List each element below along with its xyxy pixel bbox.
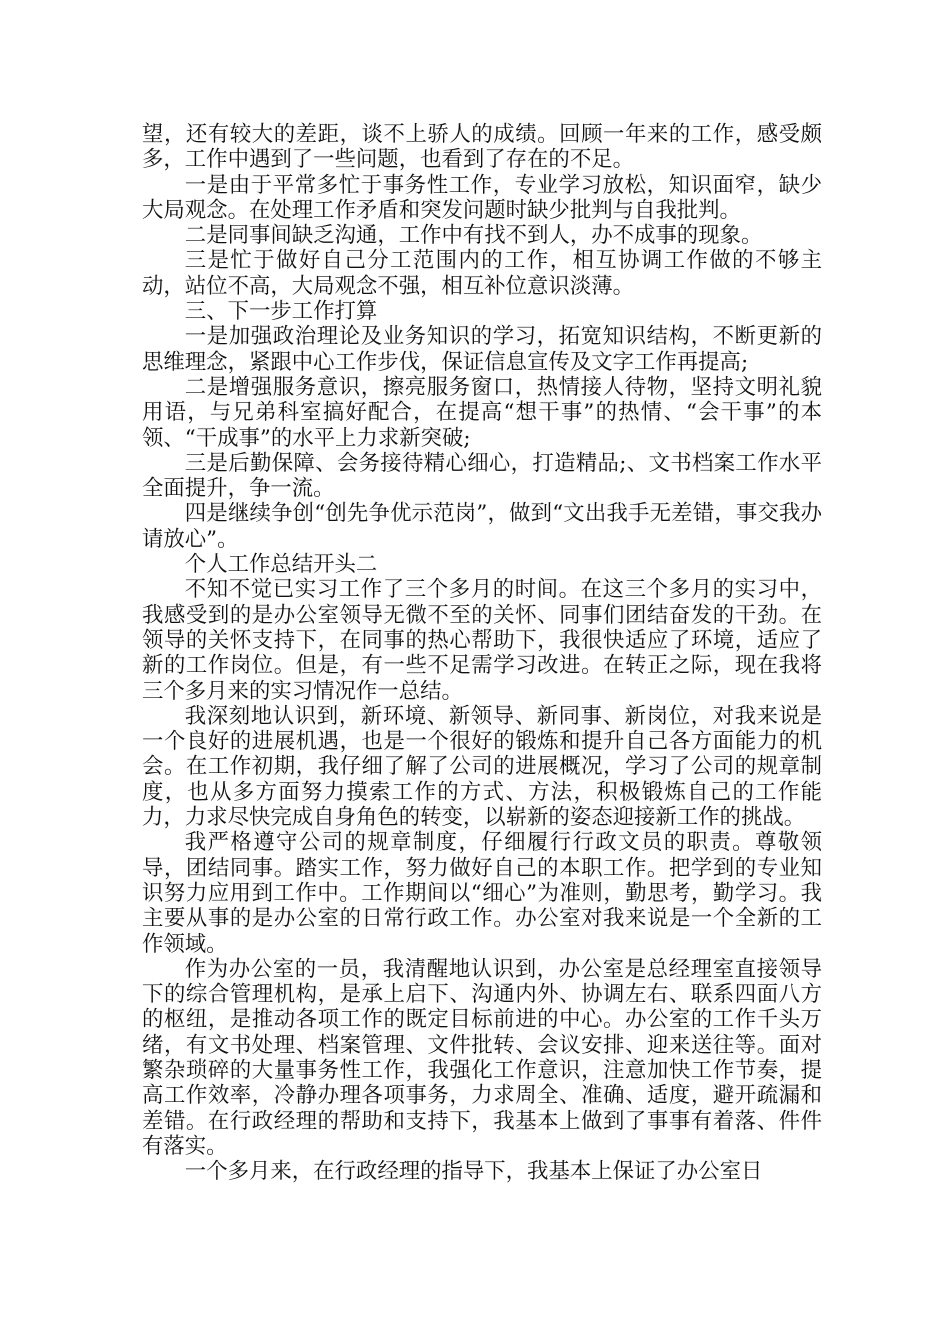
paragraph-15: 一个多月来，在行政经理的指导下，我基本上保证了办公室日 [184, 1159, 763, 1185]
section-heading-next-plan: 三、下一步工作打算 [184, 299, 378, 325]
paragraph-9: 四是继续争创“创先争优示范岗”，做到“文出我手无差错，事交我办请放心”。 [142, 501, 822, 552]
paragraph-12: 我深刻地认识到，新环境、新领导、新同事、新岗位，对我来说是一个良好的进展机遇，也是一个很好的锻炼和提升自己各方面能力的机会。在工作初期，我仔细了解了公司的进展概况，学习了公司的规章制度，也从多方面努力摸索工作的方式、方法，积极锻炼自己的工作能力，力求尽快完成自身角色的转变，以崭新的姿态迎接新工作的挑战。 [142, 703, 822, 831]
paragraph-3: 二是同事间缺乏沟通，工作中有找不到人，办不成事的现象。 [184, 223, 763, 249]
paragraph-2: 一是由于平常多忙于事务性工作，专业学习放松，知识面窄，缺少大局观念。在处理工作矛盾和突发问题时缺少批判与自我批判。 [142, 172, 822, 223]
paragraph-1: 望，还有较大的差距，谈不上骄人的成绩。回顾一年来的工作，感受颇多，工作中遇到了一些问题，也看到了存在的不足。 [142, 122, 822, 173]
paragraph-6: 一是加强政治理论及业务知识的学习，拓宽知识结构，不断更新的思维理念，紧跟中心工作步伐，保证信息宣传及文字工作再提高; [142, 324, 822, 375]
paragraph-8: 三是后勤保障、会务接待精心细心，打造精品;、文书档案工作水平全面提升，争一流。 [142, 450, 822, 502]
paragraph-7: 二是增强服务意识，擦亮服务窗口，热情接人待物，坚持文明礼貌用语，与兄弟科室搞好配合，在提高“想干事”的热情、“会干事”的本领、“干成事”的水平上力求新突破; [142, 374, 822, 451]
paragraph-4: 三是忙于做好自己分工范围内的工作，相互协调工作做的不够主动，站位不高，大局观念不强，相互补位意识淡薄。 [142, 248, 822, 299]
document-page [142, 122, 822, 1184]
paragraph-14: 作为办公室的一员，我清醒地认识到，办公室是总经理室直接领导下的综合管理机构，是承上启下、沟通内外、协调左右、联系四面八方的枢纽，是推动各项工作的既定目标前进的中心。办公室的工作千头万绪，有文书处理、档案管理、文件批转、会议安排、迎来送往等。面对繁杂琐碎的大量事务性工作，我强化工作意识，注意加快工作节奏，提高工作效率，冷静办理各项事务，力求周全、准确、适度，避开疏漏和差错。在行政经理的帮助和支持下，我基本上做到了事事有着落、件件有落实。 [142, 956, 822, 1159]
section-heading-summary-two: 个人工作总结开头二 [184, 552, 378, 578]
paragraph-13: 我严格遵守公司的规章制度，仔细履行行政文员的职责。尊敬领导，团结同事。踏实工作，努力做好自己的本职工作。把学到的专业知识努力应用到工作中。工作期间以“细心”为准则，勤思考，勤学习。我主要从事的是办公室的日常行政工作。办公室对我来说是一个全新的工作领域。 [142, 830, 822, 957]
paragraph-11: 不知不觉已实习工作了三个多月的时间。在这三个多月的实习中，我感受到的是办公室领导无微不至的关怀、同事们团结奋发的干劲。在领导的关怀支持下，在同事的热心帮助下，我很快适应了环境，适应了新的工作岗位。但是，有一些不足需学习改进。在转正之际，现在我将三个多月来的实习情况作一总结。 [142, 577, 822, 704]
